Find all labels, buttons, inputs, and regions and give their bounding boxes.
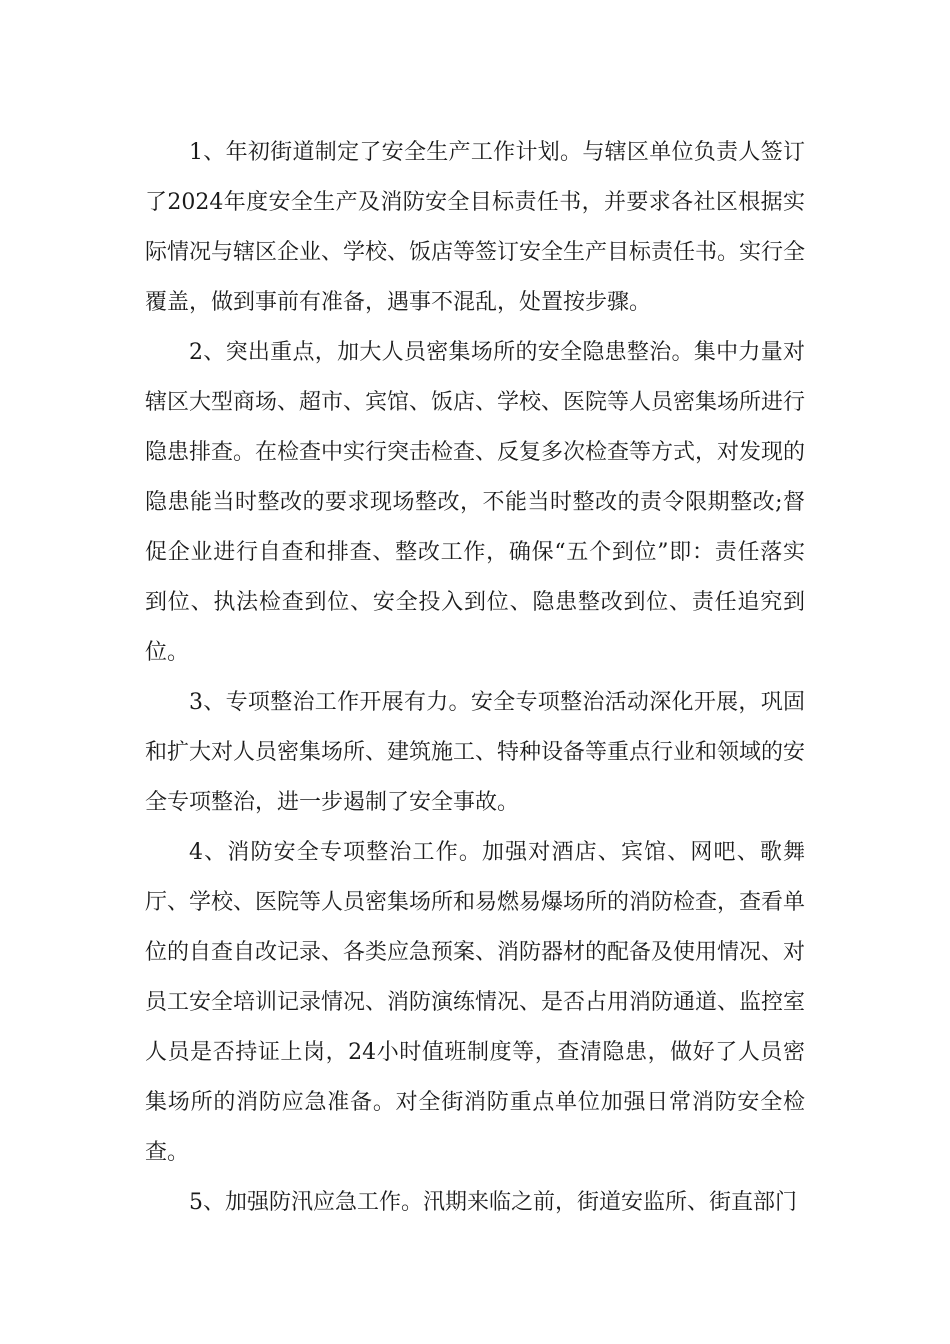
paragraph-5: 5、加强防汛应急工作。汛期来临之前，街道安监所、街直部门 — [189, 1190, 797, 1215]
paragraph-1: 1、年初街道制定了安全生产工作计划。与辖区单位负责人签订了2024年度安全生产及消防安全目标责任书，并要求各社区根据实际情况与辖区企业、学校、饭店等签订安全生产目标责任书。实行全覆盖，做到事前有准备，遇事不混乱，处置按步骤。 — [145, 140, 806, 315]
paragraph-3: 3、专项整治工作开展有力。安全专项整治活动深化开展，巩固和扩大对人员密集场所、建筑施工、特种设备等重点行业和领域的安全专项整治，进一步遏制了安全事故。 — [145, 690, 806, 815]
paragraph-2: 2、突出重点，加大人员密集场所的安全隐患整治。集中力量对辖区大型商场、超市、宾馆、饭店、学校、医院等人员密集场所进行隐患排查。在检查中实行突击检查、反复多次检查等方式，对发现的隐患能当时整改的要求现场整改，不能当时整改的责令限期整改;督促企业进行自查和排查、整改工作，确保“五个到位”即：责任落实到位、执法检查到位、安全投入到位、隐患整改到位、责任追究到位。 — [145, 340, 806, 665]
document-body — [145, 128, 805, 1228]
paragraph-4: 4、消防安全专项整治工作。加强对酒店、宾馆、网吧、歌舞厅、学校、医院等人员密集场所和易燃易爆场所的消防检查，查看单位的自查自改记录、各类应急预案、消防器材的配备及使用情况、对员工安全培训记录情况、消防演练情况、是否占用消防通道、监控室人员是否持证上岗，24小时值班制度等，查清隐患，做好了人员密集场所的消防应急准备。对全街消防重点单位加强日常消防安全检查。 — [145, 840, 806, 1165]
